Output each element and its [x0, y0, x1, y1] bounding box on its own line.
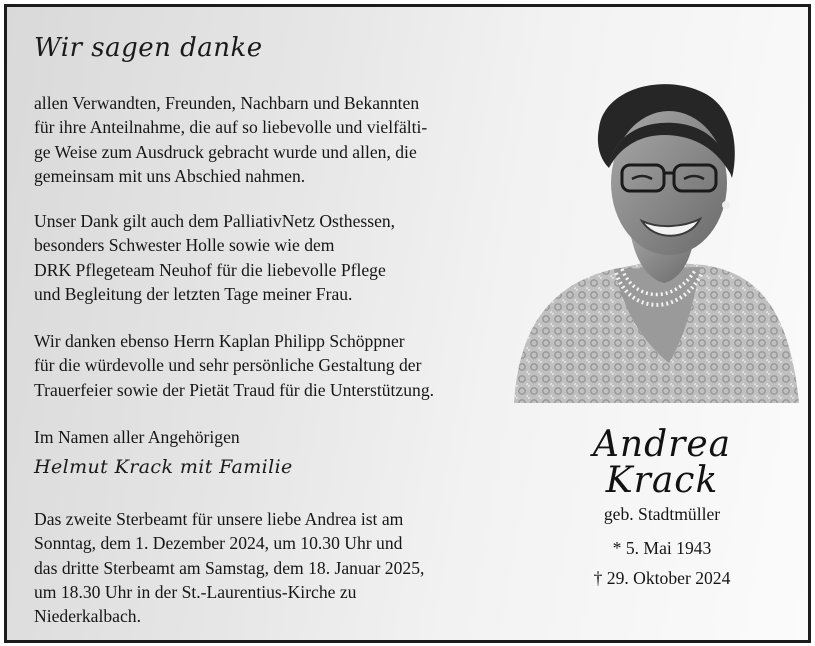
- text-line: allen Verwandten, Freunden, Nachbarn und Bekannten: [34, 93, 420, 113]
- text-line: Sonntag, dem 1. Dezember 2024, um 10.30 Uhr und: [34, 533, 403, 554]
- obituary-card: [4, 4, 811, 643]
- paragraph-masses: [34, 507, 514, 628]
- birth-date: * 5. Mai 1943: [612, 538, 712, 558]
- text-line: um 18.30 Uhr in der St.-Laurentius-Kirche zu: [34, 581, 357, 602]
- text-line: DRK Pflegeteam Neuhof für die liebevolle Pflege: [34, 259, 386, 280]
- closing-text: Im Namen aller Angehörigen: [34, 427, 240, 447]
- birth-name: geb. Stadtmüller: [603, 504, 721, 524]
- deceased-first-name: Andrea: [592, 424, 732, 465]
- text-line: Unser Dank gilt auch dem PalliativNetz Osthessen,: [34, 211, 396, 231]
- text-line: Das zweite Sterbeamt für unsere liebe Andrea ist am: [34, 509, 404, 529]
- portrait-photo: [504, 73, 804, 403]
- closing-line: [34, 425, 514, 449]
- text-line: Trauerfeier sowie der Pietät Traud für die Unterstützung.: [34, 379, 435, 400]
- text-line: das dritte Sterbeamt am Samstag, dem 18. Januar 2025,: [34, 557, 425, 578]
- text-line: besonders Schwester Holle sowie wie dem: [34, 235, 335, 256]
- text-line: gemeinsam mit uns Abschied nahmen.: [34, 165, 306, 186]
- death-date: † 29. Oktober 2024: [593, 568, 731, 588]
- text-line: Niederkalbach.: [34, 606, 141, 627]
- paragraph-ceremony-thanks: [34, 329, 514, 402]
- paragraph-thanks: [34, 91, 514, 188]
- text-line: und Begleitung der letzten Tage meiner Frau.: [34, 283, 353, 304]
- text-line: für ihre Anteilnahme, die auf so liebevolle und vielfälti-: [34, 117, 428, 138]
- paragraph-care-thanks: [34, 209, 514, 306]
- text-line: ge Weise zum Ausdruck gebracht wurde und allen, die: [34, 141, 417, 162]
- signature: Helmut Krack mit Familie: [34, 456, 293, 478]
- text-line: Wir danken ebenso Herrn Kaplan Philipp Schöppner: [34, 331, 405, 351]
- deceased-last-name: Krack: [605, 460, 719, 501]
- heading: Wir sagen danke: [34, 33, 263, 63]
- text-line: für die würdevolle und sehr persönliche Gestaltung der: [34, 355, 422, 376]
